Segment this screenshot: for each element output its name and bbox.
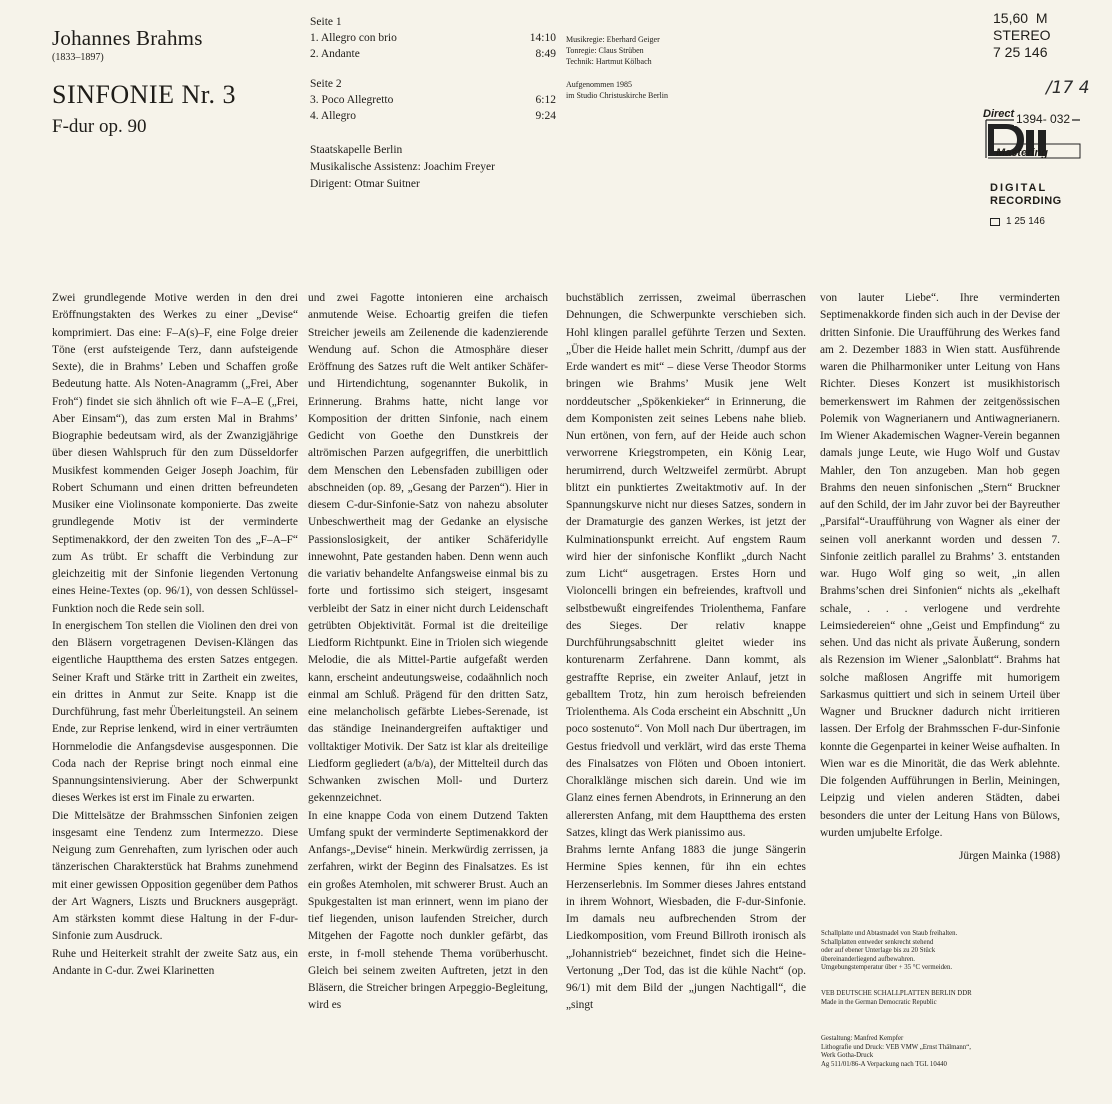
catalog-number-2: 1 25 146 xyxy=(1006,216,1045,227)
orchestra: Staatskapelle Berlin xyxy=(310,144,403,156)
track xyxy=(310,46,556,62)
production-info xyxy=(821,1035,1031,1069)
track-title: 1. Allegro con brio xyxy=(310,32,397,44)
composer-name: Johannes Brahms xyxy=(52,26,203,50)
side-1-label: Seite 1 xyxy=(310,16,342,28)
recording-word: RECORDING xyxy=(990,195,1062,207)
fineprint-line: oder auf ebener Unterlage bis zu 20 Stück xyxy=(821,947,936,955)
essay-column-2 xyxy=(308,290,548,1015)
essay-paragraph: Die Mittelsätze der Brahmsschen Sinfonien zeigen insgesamt eine Tendenz zum Intermezzo. Diese Neigung zum Genrehaften, zum lyrischen oder auch tänzerischen Charakterstück hat Brahms zunehmend mit einer gewissen Opposition gegenüber dem Pathos der Art Wagners, Liszts und Bruckners ausgeprägt. Am stärksten kommt diese Haltung in der F-dur-Sinfonie zum Ausdruck. xyxy=(52,809,298,943)
dmm-logo xyxy=(980,108,1088,164)
track-title: 3. Poco Allegretto xyxy=(310,94,394,106)
recording-info: Aufgenommen 1985 xyxy=(566,80,632,89)
fineprint-line: Lithografie und Druck: VEB VMW „Ernst Thälmann“, xyxy=(821,1043,971,1051)
production-credits xyxy=(566,34,766,101)
handwritten-note: /17 4 xyxy=(1046,78,1090,98)
catalog-number: 7 25 146 xyxy=(993,44,1048,60)
essay-paragraph: buchstäblich zerrissen, zweimal überraschen Dehnungen, die Schwerpunkte verschieben sich. Hohl klingen parallel geführte Terzen und Sexten. „Über die Heide hallet mein Schritt, /dumpf aus der Erde wandert es mit“ – diese Verse Theodor Storms bringen wie Brahms’ Musik jene Welt norddeutscher „Spökenkieker“ in Erinnerung, die dem Komponisten zeit seines Lebens nahe blieb. Nun ertönen, von fern, auf der Heide auch schon verworrene Kriegstrompeten, ein König Lear, herumirrend, durch Weltzweifel zermürbt. Abrupt blitzt ein punktiertes Zweitaktmotiv auf. In der Spannungskurve nicht nur dieses Satzes, sondern in der Dramaturgie des ganzen Werkes, ist jetzt der Kulminationspunkt erreicht. Auf engstem Raum wird hier der sinfonische Konflikt „durch Nacht zum Licht“ ausgetragen. Erstes Horn und Violoncelli bringen ein befreiendes, kraftvoll und selbstbewußt eingreifendes Triolenthema, Fanfare des Sieges. Der relativ knappe Durchführungsabschnitt gleitet wieder ins konturenarm Zerfahrene. Dann kommt, als gestraffte Reprise, ein zweiter Anlauf, jetzt in geballtem Trotz, hin zum heroisch befreienden Triolenthema. Als Coda erscheint ein Abschnitt „Un poco sostenuto“. Von Moll nach Dur übertragen, im Gestus friedvoll und verklärt, wird das erste Thema des Finalsatzes von Flöten und Oboen intoniert. Choralklänge mischen sich darein. Und wie im Glanz eines fernen Abendrots, in Erinnerung an den allerersten Anfang, mit dem Hauptthema des ersten Satzes, klingt das Werk pianissimo aus. xyxy=(566,292,806,839)
dmm-top-text: Direct xyxy=(983,108,1015,120)
track-time: 8:49 xyxy=(535,48,556,60)
publisher-info xyxy=(821,990,1031,1007)
essay-paragraph: von lauter Liebe“. Ihre verminderten Septimenakkorde finden sich auch in der Devise der dritten Sinfonie. Die Uraufführung des Werkes fand am 2. Dezember 1883 in Wien statt. Ausführende waren die Philharmoniker unter Leitung von Hans Richter. Dieses Konzert ist musikhistorisch bemerkenswert im Rahmen der zeitgenössischen Polemik von Wagnerianern und Antiwagnerianern. Im Wiener Akademischen Wagner-Verein begannen damals junge Leute, wie Hugo Wolf und Gustav Mahler, den Ton anzugeben. Man hob gegen Brahms den neuen sinfonischen „Stern“ Bruckner auf den Schild, der im Jahr zuvor bei der Bayreuther „Parsifal“-Uraufführung von Wagner als einer der seinen voll anerkannt worden und dessen 7. Sinfonie zeitlich parallel zu Brahms’ 3. entstanden war. Hugo Wolf ging so weit, „in allen Brahms’schen drei Sinfonien“ nichts als „ekelhaft schale, . . . verlogene und verdrehte Leimsiedereien“ ohne „Geist und Empfindung“ zu sehen. Und das nicht als private Äußerung, sondern als Rezension im Wiener „Salonblatt“. Brahms hat solche maßlosen Angriffe mit humorigem Sarkasmus quittiert und sich in seinem Urteil über Wagner und Bruckner dadurch nicht irritieren lassen. Der Erfolg der Brahmsschen F-dur-Sinfonie konnte die Gegenpartei in keiner Weise aufhalten. In Wien war es die Minorität, die das Werk ablehnte. Die folgenden Aufführungen in Berlin, Meiningen, Leipzig und vielen anderen Städten, dabei besonders die unter der Leitung Hans von Bülows, wurden umjubelte Erfolge. xyxy=(820,292,1060,839)
track-title: 4. Allegro xyxy=(310,110,356,122)
credit-line: Technik: Hartmut Kölbach xyxy=(566,57,652,66)
fineprint-line: Gestaltung: Manfred Kempfer xyxy=(821,1035,904,1042)
essay-column-4 xyxy=(820,290,1060,865)
track xyxy=(310,30,556,46)
fineprint-line: Schallplatte und Abtastnadel von Staub freihalten. xyxy=(821,930,958,937)
care-instructions xyxy=(821,930,1031,973)
performers xyxy=(310,142,556,193)
fineprint-line: Ag 511/01/86-A Verpackung nach TGL 10440 xyxy=(821,1060,947,1068)
essay-paragraph: Brahms lernte Anfang 1883 die junge Sängerin Hermine Spies kennen, für ihn ein echtes Herzenserlebnis. Im Sommer dieses Jahres entstand in ihrem Wohnort, Wiesbaden, die F-dur-Sinfonie. Im damals neu aufbrechenden Strom der Liedkomposition, vom Freund Billroth ironisch als „Johannistrieb“ bezeichnet, findet sich die Heine-Vertonung „Der Tod, das ist die kühle Nacht“ (op. 96/1) mit dem Bild der „jungen Nachtigall“, die „singt xyxy=(566,844,806,1012)
fineprint-line: Made in the German Democratic Republic xyxy=(821,998,937,1006)
track-time: 14:10 xyxy=(529,32,556,44)
essay-paragraph: In eine knappe Coda von einem Dutzend Takten Umfang spukt der verminderte Septimenakkord der Anfangs-„Devise“ hinein. Merkwürdig zerrissen, ja zerfahren, wirkt der Beginn des Finalsatzes. Es ist ein großes Atemholen, mit schwerer Brust. Auch an Spukgestalten ist man erinnert, wenn im piano der tief liegenden, unison laufenden Streicher, durch Mitgehen der Fagotte noch dunkler gefärbt, das erste, in f-moll stehende Thema vorüberhuscht. Gleich bei seinem zweiten Auftreten, jetzt in den Bläsern, die Streicher bringen Arpeggio-Begleitung, wird es xyxy=(308,809,548,1012)
credit-line: Tonregie: Claus Strüben xyxy=(566,46,644,55)
digital-word: DIGITAL xyxy=(990,182,1048,194)
assistant: Musikalische Assistenz: Joachim Freyer xyxy=(310,161,495,173)
tracklist xyxy=(310,14,556,193)
fineprint-line: Schallplatten entweder senkrecht stehend xyxy=(821,938,934,946)
digital-recording-label xyxy=(990,182,1062,208)
fineprint-line: übereinanderliegend aufbewahren. xyxy=(821,955,915,963)
work-title: SINFONIE Nr. 3 xyxy=(52,80,236,109)
fineprint-line: Werk Gotha-Druck xyxy=(821,1052,874,1060)
track xyxy=(310,108,556,124)
essay-author: Jürgen Mainka (1988) xyxy=(958,850,1060,862)
essay-paragraph: und zwei Fagotte intonieren eine archaisch anmutende Weise. Echoartig greifen die tiefen Streicher jeweils am Zeilenende die kadenzierende Wendung auf. Schon die Atmosphäre dieser Eröffnung des Satzes ruft die Welt antiker Schäfer- und Hirtendichtung, sogenannter Bukolik, in Erinnerung. Brahms hatte, nicht lange vor Komposition der dritten Sinfonie, nach einem Gedicht von Goethe den Dunstkreis der altrömischen Parzen aufgegriffen, die unerbittlich dem Menschen den Lebensfaden zubilligen oder abschneiden (op. 89, „Gesang der Parzen“). Hier in diesem C-dur-Sinfonie-Satz von nahezu absoluter Unbeschwertheit mag der Gedanke an elysische Passionslosigkeit, der antiker Schäferidylle innewohnt, Pate gestanden haben. Denn wenn auch die variativ behandelte Anfangsweise einmal bis zu forte und fortissimo sich steigert, insgesamt verbleibt der Satz in einer nicht durch Leidenschaft getrübten Objektivität. Formal ist die dreiteilige Liedform Richtpunkt. Eine in Triolen sich wiegende Melodie, die als Mittel-Partie aufgefaßt werden kann, erscheint andeutungsweise, codaähnlich noch einmal am Schluß. Prägend für den dritten Satz, eine melancholisch gefärbte Liebes-Serenade, ist das ständige Ineinandergreifen auftaktiger und volltaktiger Motivik. Der Satz ist klar als dreiteilige Liedform gegliedert (a/b/a), der Mittelteil durch das Schwanken zwischen Moll- und Durterz gekennzeichnet. xyxy=(308,292,548,805)
dmm-bottom-text: Mastering xyxy=(996,147,1048,159)
track xyxy=(310,92,556,108)
price-code: M xyxy=(1035,10,1048,26)
credit-line: Musikregie: Eberhard Geiger xyxy=(566,35,660,44)
side-2-label: Seite 2 xyxy=(310,78,342,90)
dmm-number: 1394- 032 xyxy=(1016,112,1071,126)
essay-column-1 xyxy=(52,290,298,980)
essay-paragraph: In energischem Ton stellen die Violinen den drei von den Bläsern vorgetragenen Devisen-Klängen das eigentliche Hauptthema des ersten Satzes entgegen. Seiner Kraft und Stärke tritt in Zartheit ein zweites, ein drittes in Anmut zur Seite. Knapp ist die Durchführung, fast mehr Überleitungsteil. An seinem Ende, zur Reprise lenkend, wird in einer verträumten Hornmelodie die Anfangsdevise ausgesponnen. Die Coda nach der Reprise bringt noch einmal eine Spannungsintensivierung. Aber der Schwerpunkt dieses Werkes ist erst im Finale zu erwarten. xyxy=(52,619,298,805)
catalog-number-cassette xyxy=(990,216,1045,227)
price: 15,60 xyxy=(993,10,1029,26)
essay-paragraph: Ruhe und Heiterkeit strahlt der zweite Satz aus, ein Andante in C-dur. Zwei Klarinetten xyxy=(52,947,298,977)
recording-info: im Studio Christuskirche Berlin xyxy=(566,91,668,100)
track-time: 6:12 xyxy=(535,94,556,106)
composer-dates: (1833–1897) xyxy=(52,52,104,63)
fineprint-line: Umgebungstemperatur über + 35 °C vermeiden. xyxy=(821,964,953,972)
track-title: 2. Andante xyxy=(310,48,360,60)
essay-paragraph: Zwei grundlegende Motive werden in den drei Eröffnungstakten des Werkes zu einer „Devise“ komprimiert. Das eine: F–A(s)–F, eine Folge dreier Töne (erst aufsteigende Terz, dann aufsteigende Sexte), die in Brahms’ Leben und Schaffen große Bedeutung hatte. Als Noten-Anagramm („Frei, Aber Froh“) findet sie sich ähnlich oft wie F–A–E („Frei, Aber Einsam“), das zum ersten Mal in Brahms’ Biographie bedeutsam wird, als der Zwanzigjährige über diesen Wahlspruch für den zum Düsseldorfer Musikfest kommenden Geiger Joseph Joachim, für Robert Schumann und einen dritten befreundeten Musiker eine Violinsonate komponierte. Das zweite grundlegende Motiv ist der verminderte Septimenakkord, der den zweiten Ton des „F–A–F“ zum As trübt. Er schafft die Verbindung zur gleichzeitig mit der Sinfonie liegenden Vertonung eines Heine-Textes (op. 96/1), von dessen Schlüssel-Funktion noch die Rede sein soll. xyxy=(52,292,298,615)
conductor: Dirigent: Otmar Suitner xyxy=(310,178,420,190)
work-key: F-dur op. 90 xyxy=(52,116,147,137)
track-time: 9:24 xyxy=(535,110,556,122)
cassette-icon xyxy=(990,218,1000,226)
catalog-block xyxy=(993,10,1051,61)
format-label: STEREO xyxy=(993,27,1051,43)
essay-column-3 xyxy=(566,290,806,1015)
fineprint-line: VEB DEUTSCHE SCHALLPLATTEN BERLIN DDR xyxy=(821,990,972,997)
